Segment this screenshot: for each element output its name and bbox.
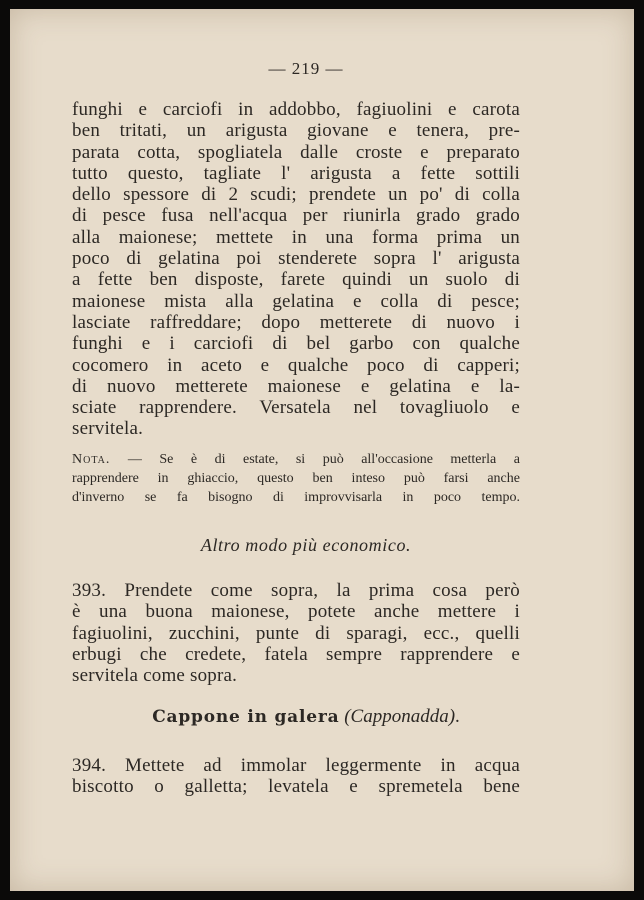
text-line: di nuovo metterete maionese e gelatina e la- xyxy=(72,375,520,397)
section-subheading: Altro modo più economico. xyxy=(200,535,412,555)
page-number: — 219 — xyxy=(268,59,344,78)
recipe-subtitle: (Capponadda) xyxy=(344,706,456,727)
text-line: biscotto o galletta; levatela e spremetela bene xyxy=(72,776,520,798)
recipe-393 xyxy=(72,580,520,686)
text-line: a fette ben disposte, farete quindi un suolo di xyxy=(72,269,520,291)
text-line: 393. Prendete come sopra, la prima cosa però xyxy=(72,580,520,601)
text-line: dello spessore di 2 scudi; prendete un po' di colla xyxy=(72,184,520,206)
text-line: parata cotta, spogliatela dalle croste e preparato xyxy=(72,141,520,163)
recipe-title: Cappone in galera xyxy=(152,707,340,727)
nota-line: rapprendere in ghiaccio, questo ben inteso può farsi anche xyxy=(72,471,520,486)
text-line: fagiuolini, zucchini, punte di sparagi, ecc., quelli xyxy=(72,622,520,644)
recipe-heading xyxy=(10,706,602,728)
text-line: ben tritati, un arigusta giovane e tenera, pre- xyxy=(72,120,520,142)
text-line: poco di gelatina poi stenderete sopra l' arigusta xyxy=(72,248,520,270)
main-paragraph xyxy=(72,99,520,440)
text-line: maionese mista alla gelatina e colla di pesce; xyxy=(72,290,520,312)
text-line: cocomero in aceto e qualche poco di capperi; xyxy=(72,354,520,376)
text-line: servitela come sopra. xyxy=(72,665,238,687)
text-line: servitela. xyxy=(72,418,144,440)
text-line: funghi e carciofi in addobbo, fagiuolini e carota xyxy=(72,99,520,120)
recipe-heading-end: . xyxy=(455,706,460,727)
text-line: erbugi che credete, fatela sempre rapprendere e xyxy=(72,643,520,665)
recipe-394 xyxy=(72,755,520,798)
text-line: sciate rapprendere. Versatela nel tovagliuolo e xyxy=(72,397,520,419)
text-line: alla maionese; mettete in una forma prima un xyxy=(72,226,520,248)
text-line: di pesce fusa nell'acqua per riunirla grado grado xyxy=(72,205,520,227)
nota-label: Nota. xyxy=(72,452,111,467)
text-line: lasciate raffreddare; dopo metterete di nuovo i xyxy=(72,311,520,333)
book-page xyxy=(10,9,634,891)
text-line: tutto questo, tagliate l' arigusta a fette sottili xyxy=(72,162,520,184)
nota-block xyxy=(72,450,520,507)
nota-text: — Se è di estate, si può all'occasione metterla a xyxy=(110,452,520,467)
text-line: funghi e i carciofi di bel garbo con qualche xyxy=(72,333,520,355)
nota-line xyxy=(72,450,520,469)
text-line: 394. Mettete ad immolar leggermente in acqua xyxy=(72,755,520,776)
text-line: è una buona maionese, potete anche mettere i xyxy=(72,601,520,623)
nota-line: d'inverno se fa bisogno di improvvisarla in poco tempo. xyxy=(72,490,520,505)
